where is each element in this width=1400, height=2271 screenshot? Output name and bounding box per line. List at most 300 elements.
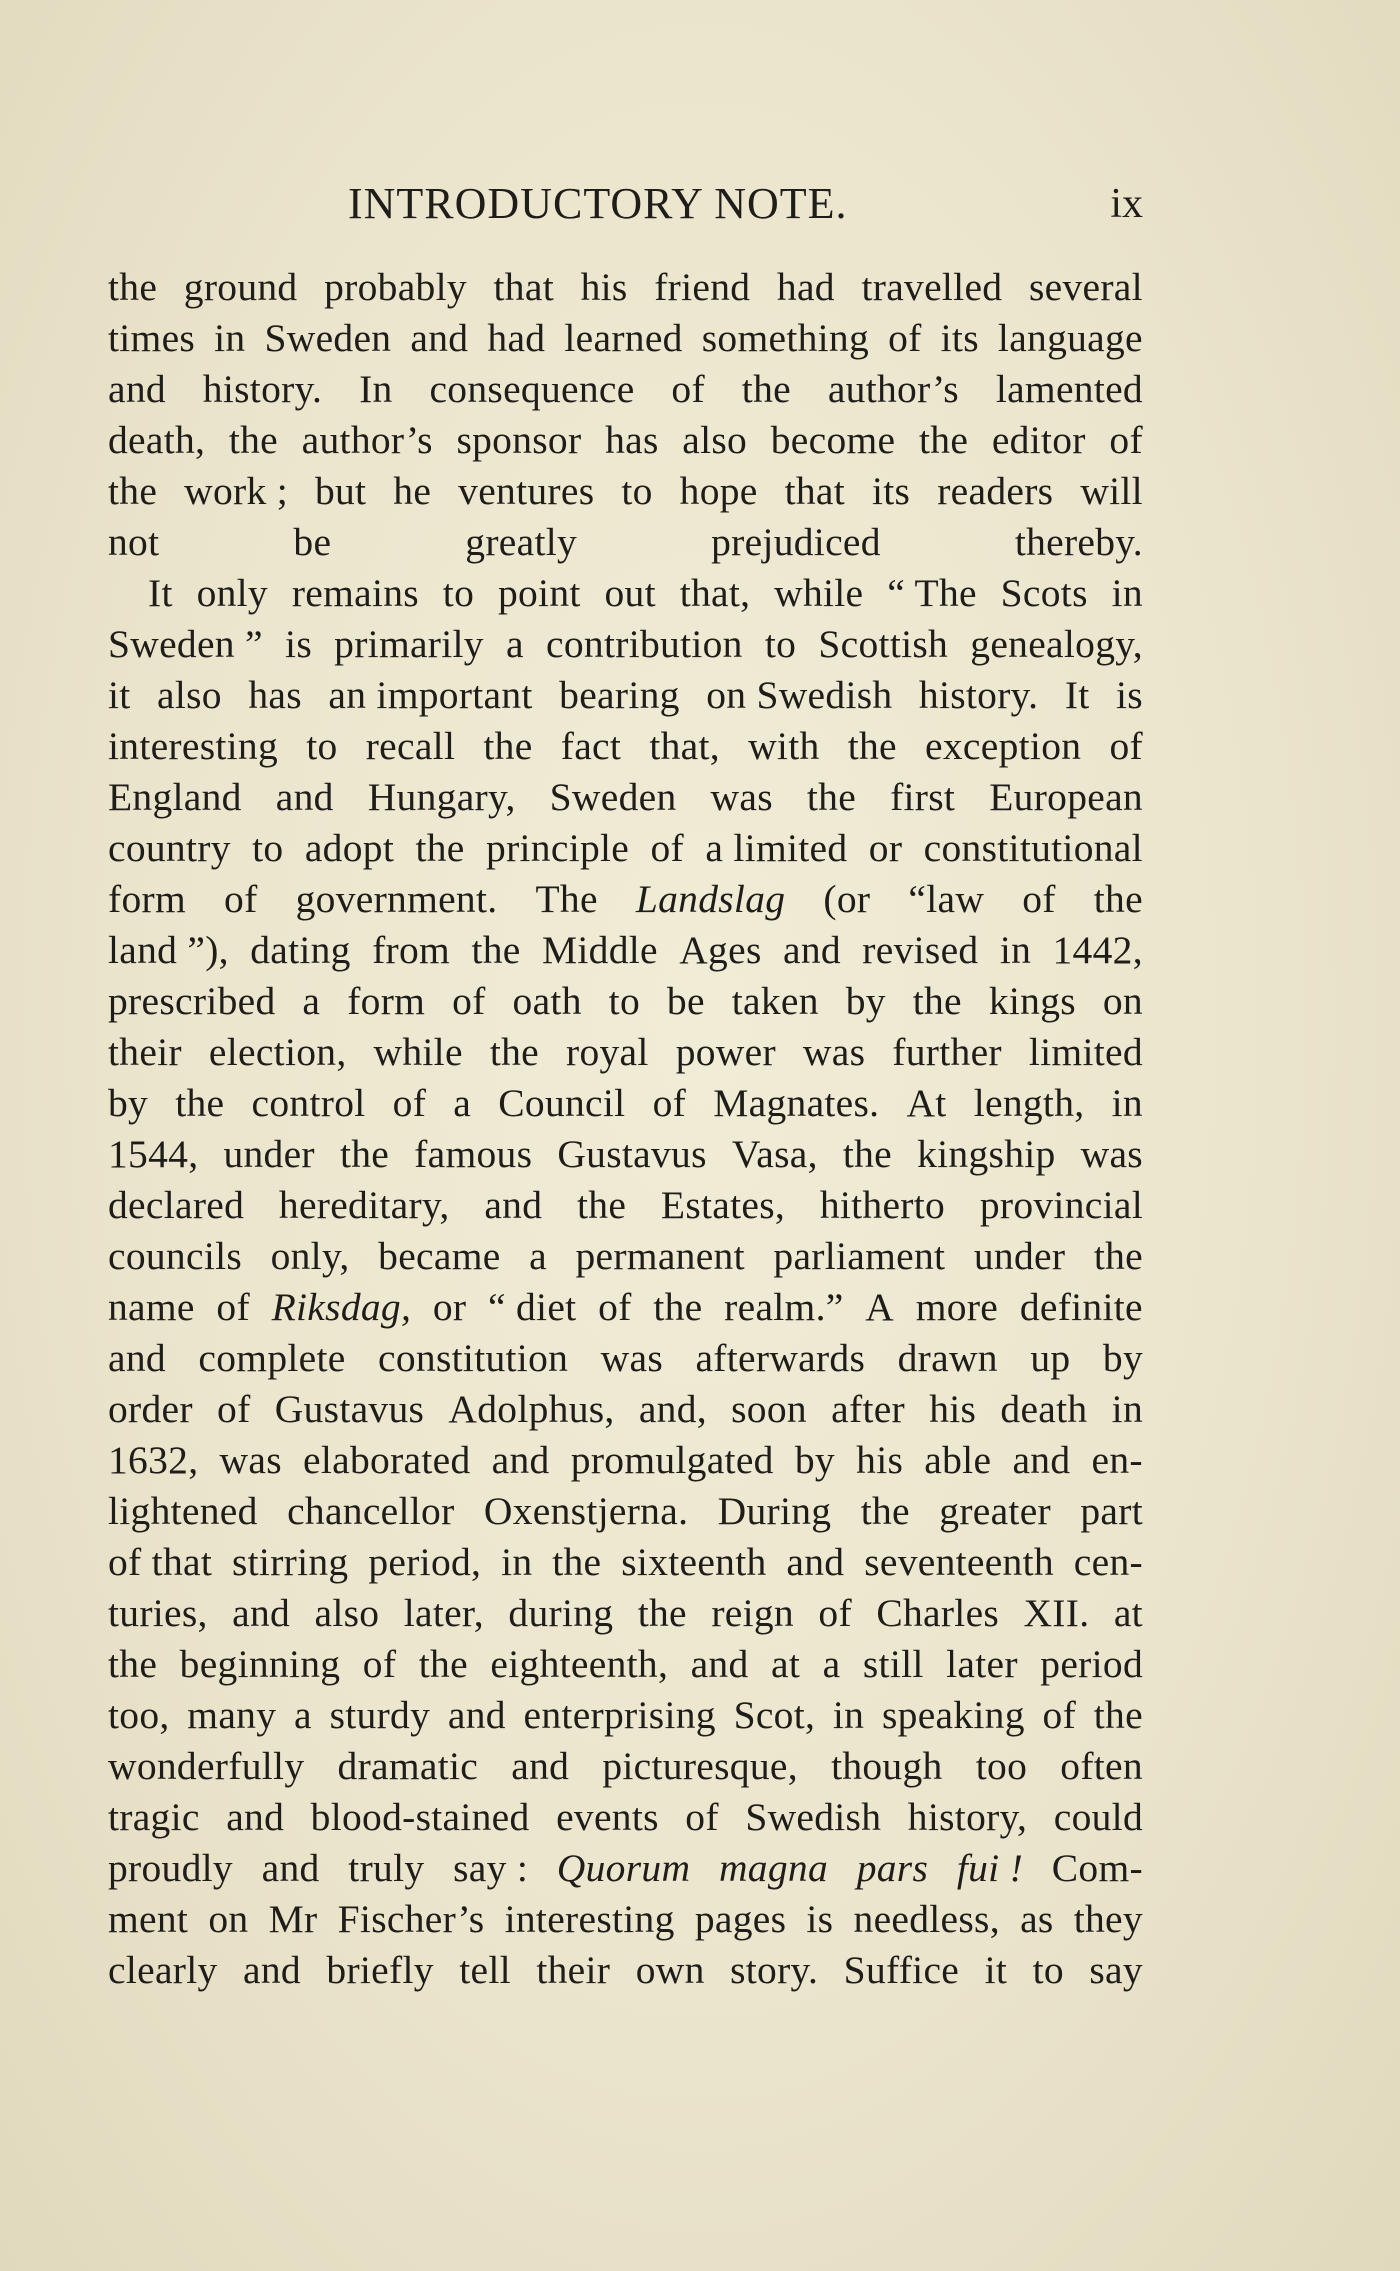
text-line [108,1027,1143,1078]
word: speaking [881,1693,1025,1737]
word: and [261,1846,320,1890]
word: A [865,1285,895,1329]
word: the [108,469,158,513]
word: history. [202,367,323,411]
word: promulgated [570,1438,774,1482]
word: the [228,418,279,462]
text-line [108,1333,1143,1384]
word: power [675,1030,776,1074]
word: the [860,1489,910,1533]
word: by [1102,1336,1143,1380]
word: of [1042,1693,1077,1737]
word: royal [566,1030,649,1074]
word: Sweden [549,775,677,819]
word: The [535,877,598,921]
word: and [447,1693,506,1737]
word: has [248,673,302,717]
word: friend [654,265,751,309]
running-head [108,178,1143,238]
word: its [872,469,911,513]
word: period [1040,1642,1143,1686]
text-line [108,1384,1143,1435]
word: interesting [108,724,279,768]
word: bearing [559,673,680,717]
word: author’s [827,367,959,411]
word: elaborated [303,1438,471,1482]
word: taken [731,979,819,1023]
word: 1632, [108,1438,199,1482]
word: able [924,1438,992,1482]
word: the [175,1081,225,1125]
word: had [776,265,835,309]
word: in [1111,1387,1143,1431]
text-line [108,1843,1143,1894]
word: or [868,826,903,870]
word: proudly [108,1846,233,1890]
word: under [973,1234,1066,1278]
word: and [410,316,469,360]
word: too, [108,1693,170,1737]
word: of [685,1795,719,1839]
text-line [108,415,1143,466]
word: the [741,367,791,411]
word: length, [973,1081,1085,1125]
word: Ages [679,928,762,972]
word: greatly [465,520,578,564]
word: government. [295,877,498,921]
word: and [786,1540,845,1584]
word: but [314,469,367,513]
word: chancellor [287,1489,455,1533]
word: England [108,775,242,819]
word: events [556,1795,659,1839]
word: editor [991,418,1086,462]
word: complete [198,1336,346,1380]
word: while [774,571,864,615]
word: blood-stained [310,1795,530,1839]
word: had [487,316,546,360]
word: a [506,622,524,666]
text-line [108,262,1143,313]
word: to [252,826,284,870]
word: death, [108,418,206,462]
word: pars [856,1846,929,1890]
word: dating [250,928,351,972]
body-text [108,262,1143,1996]
word: times [108,316,196,360]
word: that [784,469,846,513]
word: Middle [541,928,658,972]
word: form [347,979,426,1023]
word: the [1093,1234,1143,1278]
word: exception [925,724,1082,768]
word: Landslag [635,877,786,921]
word: the [418,1642,468,1686]
word: the [415,826,465,870]
word: of [888,316,922,360]
word: the [842,1132,893,1176]
text-line [108,874,1143,925]
word: during [508,1591,614,1635]
word: realm.” [724,1285,844,1329]
word: order [108,1387,193,1431]
word: the [577,1183,627,1227]
word: thereby. [1014,520,1143,564]
word: it [108,673,131,717]
word: out [604,571,656,615]
word: Charles [876,1591,1000,1635]
word: contribution [546,622,743,666]
word: Council [498,1081,626,1125]
word: only, [270,1234,350,1278]
word: beginning [179,1642,341,1686]
word: was [219,1438,282,1482]
text-line [108,1537,1143,1588]
word: Oxenstjerna. [483,1489,689,1533]
word: at [1113,1591,1143,1635]
word: several [1028,265,1143,309]
word: in [214,316,246,360]
word: an important [328,673,533,717]
text-line [108,619,1143,670]
word: will [1080,469,1143,513]
word: to [764,622,797,666]
word: be [666,979,705,1023]
word: of [216,1285,250,1329]
word: turies, [108,1591,208,1635]
word: a [529,1234,547,1278]
word: “ diet [488,1285,577,1329]
word: probably [324,265,467,309]
text-line [108,364,1143,415]
word: in [501,1540,533,1584]
word: constitution [378,1336,569,1380]
word: enterprising [523,1693,716,1737]
word: Scots [1000,571,1088,615]
word: and [491,1438,550,1482]
word: in [1111,571,1143,615]
text-line [108,1180,1143,1231]
word: limited [1028,1030,1143,1074]
text-line [108,1945,1143,1996]
word: be [293,520,332,564]
word: the [637,1591,687,1635]
word: councils [108,1234,243,1278]
word: revised [862,928,979,972]
word: afterwards [695,1336,866,1380]
word: death [1000,1387,1088,1431]
word: by [108,1081,149,1125]
word: still [862,1642,924,1686]
word: Estates, [660,1183,786,1227]
word: During [717,1489,832,1533]
word: or [432,1285,467,1329]
word: election, [208,1030,347,1074]
word: the [471,928,521,972]
word: and [275,775,334,819]
word: say [1089,1948,1143,1992]
word: to [442,571,475,615]
word: further [892,1030,1002,1074]
word: European [989,775,1143,819]
word: later, [403,1591,484,1635]
word: genealogy, [970,622,1143,666]
word: At [906,1081,947,1125]
word: and [226,1795,285,1839]
word: picturesque, [602,1744,798,1788]
text-line [108,1894,1143,1945]
word: tell [459,1948,511,1992]
word: and [690,1642,749,1686]
word: of [818,1591,852,1635]
text-line [108,568,1143,619]
word: greater [939,1489,1051,1533]
word: of [224,877,258,921]
word: of [598,1285,632,1329]
word: recall [365,724,456,768]
page-number: ix [1110,181,1143,227]
word: Scottish [818,622,949,666]
word: and [484,1183,543,1227]
word: sponsor [456,418,582,462]
word: that [493,265,554,309]
text-line [108,1639,1143,1690]
text-line [108,1690,1143,1741]
word: seventeenth [864,1540,1054,1584]
word: the [108,265,158,309]
word: interesting [504,1897,675,1941]
word: is [285,622,312,666]
word: a [822,1642,841,1686]
word: he [393,469,432,513]
word: truly [348,1846,425,1890]
text-line [108,1588,1143,1639]
text-line [108,925,1143,976]
word: also [682,418,748,462]
word: of [650,826,685,870]
word: often [1060,1744,1143,1788]
word: readers [937,469,1054,513]
word: could [1053,1795,1143,1839]
word: soon [731,1387,807,1431]
word: Vasa, [731,1132,818,1176]
word: fui ! [956,1846,1024,1890]
word: consequence [429,367,635,411]
word: their [536,1948,611,1992]
word: point [497,571,581,615]
word: name [108,1285,195,1329]
text-line [108,772,1143,823]
word: of [652,1081,687,1125]
word: of [452,979,486,1023]
word: learned [564,316,683,360]
word: with [748,724,820,768]
word: hereditary, [278,1183,450,1227]
word: stirring [231,1540,349,1584]
word: up [1030,1336,1071,1380]
word: was [710,775,773,819]
word: Mr [268,1897,318,1941]
word: hope [679,469,758,513]
word: first [890,775,956,819]
word: on [1102,979,1143,1023]
word: Adolphus, [448,1387,615,1431]
word: It [1064,673,1090,717]
word: cen- [1073,1540,1143,1584]
word: that, [679,571,751,615]
word: its [940,316,979,360]
word: work ; [184,469,288,513]
word: and [243,1948,301,1992]
word: pages [694,1897,787,1941]
word: fact [560,724,622,768]
word: and [108,367,166,411]
word: his [580,265,628,309]
word: was [1080,1132,1143,1176]
running-title: INTRODUCTORY NOTE. [348,179,848,228]
word: ventures [458,469,595,513]
word: (or [823,877,871,921]
text-line [108,1792,1143,1843]
word: and [232,1591,291,1635]
word: was [802,1030,866,1074]
word: declared [108,1183,245,1227]
word: his [856,1438,904,1482]
word: principle [486,826,630,870]
word: Suffice [843,1948,960,1992]
text-line [108,823,1143,874]
word: “ The [887,571,977,615]
word: of [362,1642,397,1686]
word: to [1032,1948,1064,1992]
word: history. [918,673,1039,717]
word: ground [183,265,298,309]
word: after [831,1387,906,1431]
word: they [1073,1897,1143,1941]
word: period, [368,1540,482,1584]
word: Riksdag, [271,1285,412,1329]
word: story. [730,1948,819,1992]
word: was [600,1336,663,1380]
word: the [489,1030,539,1074]
word: in [999,928,1032,972]
word: to [608,979,640,1023]
word: famous [414,1132,533,1176]
word: sixteenth [621,1540,767,1584]
word: the [919,418,969,462]
word: the [339,1132,390,1176]
word: more [915,1285,999,1329]
word: Sweden ” [108,622,263,666]
word: say : [453,1846,529,1890]
word: lamented [995,367,1143,411]
word: a limited [705,826,848,870]
word: author’s [301,418,433,462]
word: drawn [897,1336,998,1380]
word: ment [108,1897,189,1941]
word: not [108,520,160,564]
word: and [1012,1438,1071,1482]
word: from [372,928,451,972]
text-line [108,1435,1143,1486]
word: the [806,775,857,819]
word: country [108,826,231,870]
word: 1544, [108,1132,199,1176]
word: sturdy [329,1693,431,1737]
word: of [217,1387,251,1431]
word: Sweden [264,316,392,360]
word: tragic [108,1795,200,1839]
word: magna [718,1846,828,1890]
text-line [108,670,1143,721]
word: it [984,1948,1008,1992]
text-line [108,976,1143,1027]
word: too [975,1744,1028,1788]
word: Quorum [556,1846,691,1890]
word: as [1020,1897,1054,1941]
word: the [912,979,962,1023]
word: in [1111,1081,1143,1125]
word: and [108,1336,166,1380]
word: In [359,367,393,411]
word: under [223,1132,315,1176]
word: hitherto [819,1183,946,1227]
word: permanent [575,1234,745,1278]
word: a [453,1081,472,1125]
word: of [1109,418,1143,462]
word: Swedish [745,1795,882,1839]
word: Magnates. [713,1081,880,1125]
word: by [794,1438,835,1482]
word: needless, [853,1897,1000,1941]
word: a [302,979,321,1023]
word: something [701,316,870,360]
word: became [378,1234,501,1278]
word: part [1080,1489,1143,1533]
word: oath [512,979,582,1023]
word: the [653,1285,703,1329]
word: “law [908,877,985,921]
text-line [108,1486,1143,1537]
word: of [1109,724,1143,768]
word: provincial [979,1183,1143,1227]
word: while [373,1030,463,1074]
word: history, [907,1795,1028,1839]
word: in [832,1693,865,1737]
word: form [108,877,186,921]
word: on [208,1897,249,1941]
text-line [108,721,1143,772]
word: adopt [304,826,395,870]
word: only [196,571,268,615]
word: on Swedish [706,673,893,717]
word: constitutional [923,826,1143,870]
word: and [782,928,841,972]
word: Fischer’s [337,1897,485,1941]
word: Gustavus [274,1387,425,1431]
word: briefly [326,1948,434,1992]
word: remains [291,571,419,615]
word: definite [1019,1285,1143,1329]
word: travelled [861,265,1003,309]
word: eighteenth, [490,1642,669,1686]
text-line [108,517,1143,568]
text-line [108,1741,1143,1792]
word: control [251,1081,366,1125]
word: to [621,469,653,513]
word: also [314,1591,380,1635]
word: lightened [108,1489,258,1533]
